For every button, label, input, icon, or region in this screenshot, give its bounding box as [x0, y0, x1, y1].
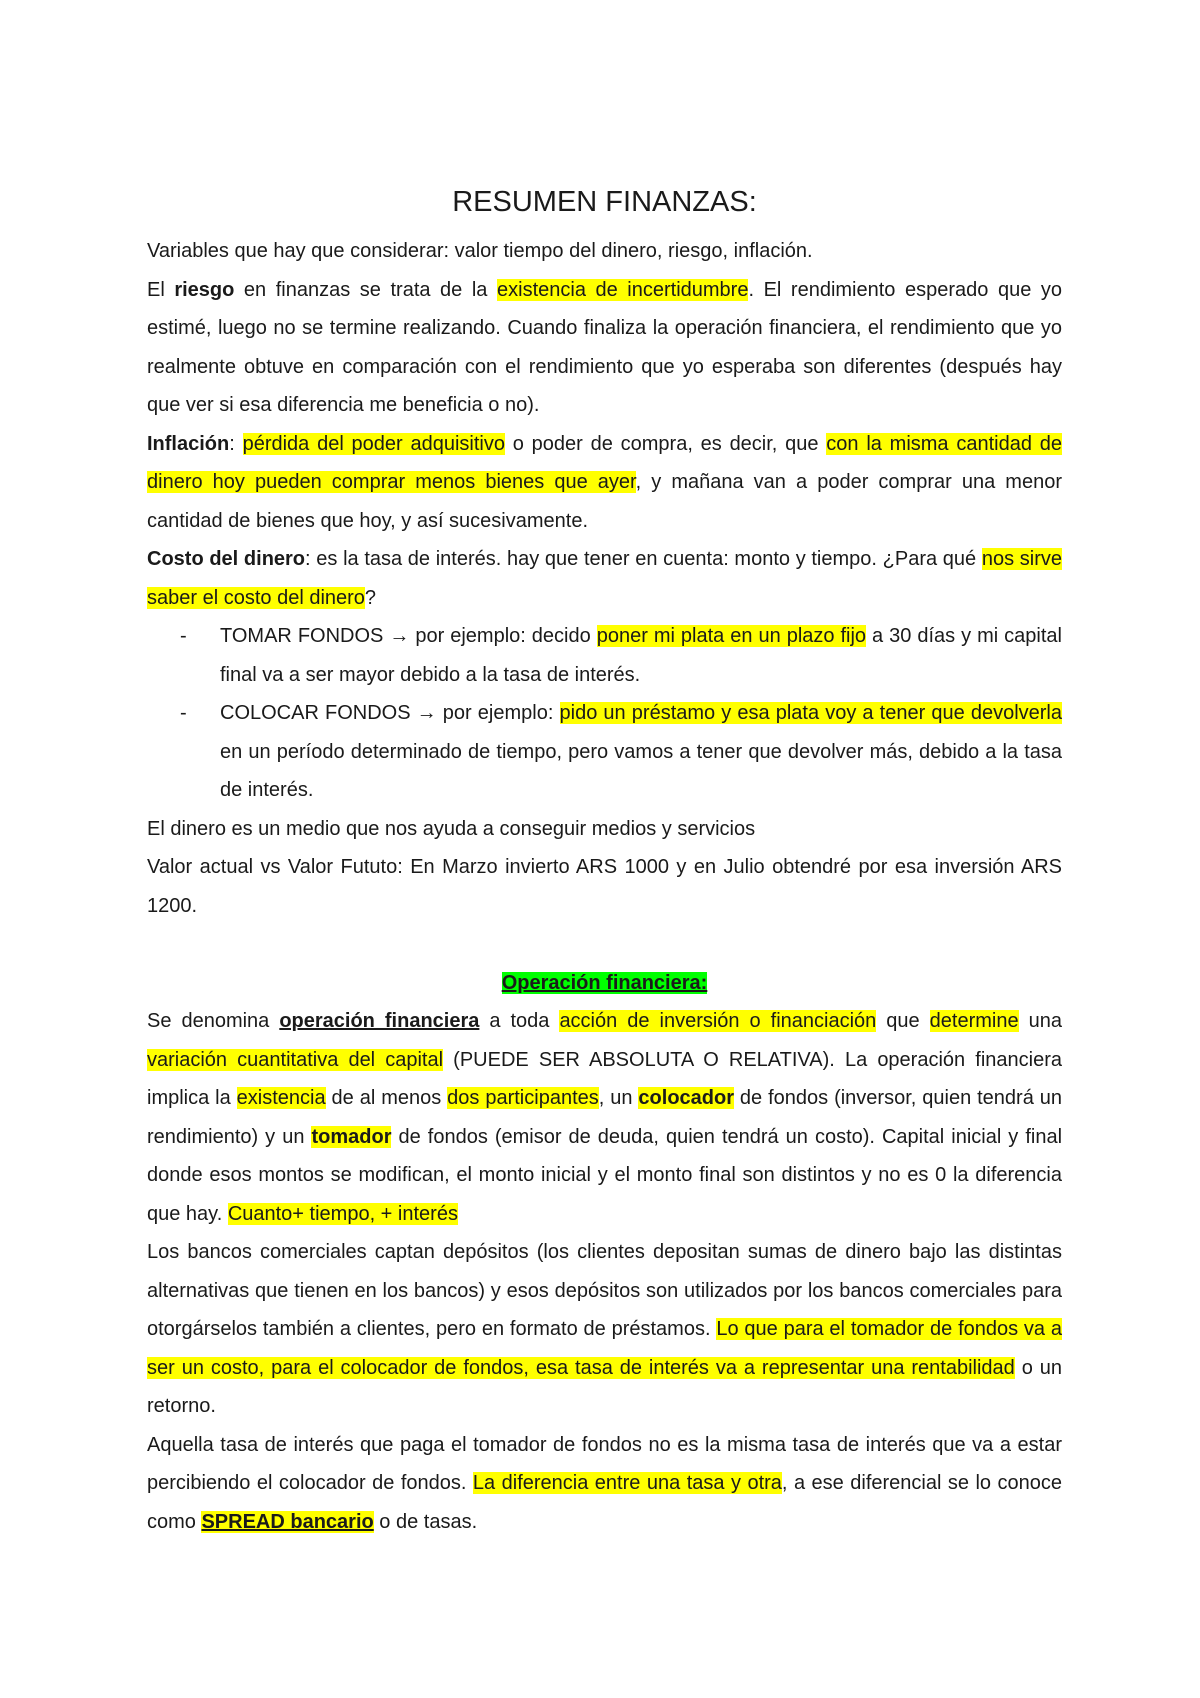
paragraph-variables: Variables que hay que considerar: valor tiempo del dinero, riesgo, inflación. [147, 240, 813, 262]
list-item: - COLOCAR FONDOS → por ejemplo: pido un préstamo y esa plata voy a tener que devolverla en un período determinado de tiempo, pero vamos a tener que devolver más, debido a la tasa de interés. [220, 694, 1062, 810]
heading-text: Operación financiera: [501, 971, 708, 994]
spacer [147, 925, 1062, 964]
highlight: pérdida del poder adquisitivo [242, 432, 505, 455]
paragraph-riesgo: El riesgo en finanzas se trata de la existencia de incertidumbre. El rendimiento esperado que yo estimé, luego no se termine realizando. Cuando finaliza la operación financiera, el rendimiento que yo realmente obtuve en comparación con el rendimiento que yo esperaba son diferentes (después hay que ver si esa diferencia me beneficia o no). [147, 278, 1063, 416]
document-title: RESUMEN FINANZAS: [452, 186, 757, 218]
highlight: existencia [236, 1087, 326, 1109]
term-inflacion: Inflación [147, 432, 230, 455]
highlight: acción de inversión o financiación [559, 1010, 877, 1032]
paragraph-spread: Aquella tasa de interés que paga el tomador de fondos no es la misma tasa de interés que va a estar percibiendo el colocador de fondos. La diferencia entre una tasa y otra, a ese diferencial se lo conoce como SPREAD bancario o de tasas. [147, 1433, 1063, 1533]
paragraph-dinero: El dinero es un medio que nos ayuda a conseguir medios y servicios [147, 817, 756, 840]
highlight: determine [929, 1010, 1019, 1032]
list-item: - TOMAR FONDOS → por ejemplo: decido poner mi plata en un plazo fijo a 30 días y mi capital final va a ser mayor debido a la tasa de interés. [220, 617, 1062, 694]
highlight: nos sirve saber el costo del dinero [147, 548, 1062, 609]
term-tomador: tomador [311, 1125, 392, 1148]
paragraph-inflacion: Inflación: pérdida del poder adquisitivo o poder de compra, es decir, que con la misma cantidad de dinero hoy pueden comprar menos bienes que ayer, y mañana van a poder comprar una menor cantidad de bienes que hoy, y así sucesivamente. [147, 432, 1062, 532]
term-costo-dinero: Costo del dinero [147, 548, 306, 570]
highlight: con la misma cantidad de dinero hoy pueden comprar menos bienes que ayer [147, 432, 1062, 493]
highlight: dos participantes [447, 1087, 599, 1109]
highlight: pido un préstamo y esa plata voy a tener que devolverla [559, 702, 1062, 724]
highlight: La diferencia entre una tasa y otra [472, 1472, 782, 1494]
highlight: existencia de incertidumbre [497, 278, 749, 301]
document-body [147, 172, 1062, 1541]
paragraph-costo-dinero: Costo del dinero: es la tasa de interés. hay que tener en cuenta: monto y tiempo. ¿Para qué nos sirve saber el costo del dinero? [147, 548, 1062, 609]
highlight: Cuanto+ tiempo, + interés [227, 1202, 458, 1225]
paragraph-bancos: Los bancos comerciales captan depósitos (los clientes depositan sumas de dinero bajo las distintas alternativas que tienen en los bancos) y esos depósitos son utilizados por los bancos comerciales para otorgárselos también a clientes, pero en formato de préstamos. Lo que para el tomador de fondos va a ser un costo, para el colocador de fondos, esa tasa de interés va a representar una rentabilidad o un retorno. [147, 1241, 1062, 1417]
paragraph-operacion: Se denomina operación financiera a toda acción de inversión o financiación que determine una variación cuantitativa del capital (PUEDE SER ABSOLUTA O RELATIVA). La operación financiera implica la existencia de al menos dos participantes, un colocador de fondos (inversor, quien tendrá un rendimiento) y un tomador de fondos (emisor de deuda, quien tendrá un costo). Capital inicial y final donde esos montos se modifican, el monto inicial y el monto final son distintos y no es 0 la diferencia que hay. Cuanto+ tiempo, + interés [147, 1010, 1063, 1225]
term-riesgo: riesgo [174, 278, 235, 301]
section-heading-operacion [147, 964, 1062, 1003]
paragraph-valor-futuro: Valor actual vs Valor Fututo: En Marzo invierto ARS 1000 y en Julio obtendré por esa inversión ARS 1200. [147, 856, 1062, 917]
highlight: variación cuantitativa del capital [147, 1048, 444, 1071]
highlight: Lo que para el tomador de fondos va a ser un costo, para el colocador de fondos, esa tasa de interés va a representar una rentabilidad [147, 1318, 1062, 1379]
term-colocador: colocador [638, 1087, 734, 1109]
highlight: poner mi plata en un plazo fijo [596, 625, 867, 647]
term-operacion-financiera: operación financiera [279, 1010, 480, 1032]
dash-list [147, 617, 1062, 810]
term-spread-bancario: SPREAD bancario [201, 1510, 374, 1533]
